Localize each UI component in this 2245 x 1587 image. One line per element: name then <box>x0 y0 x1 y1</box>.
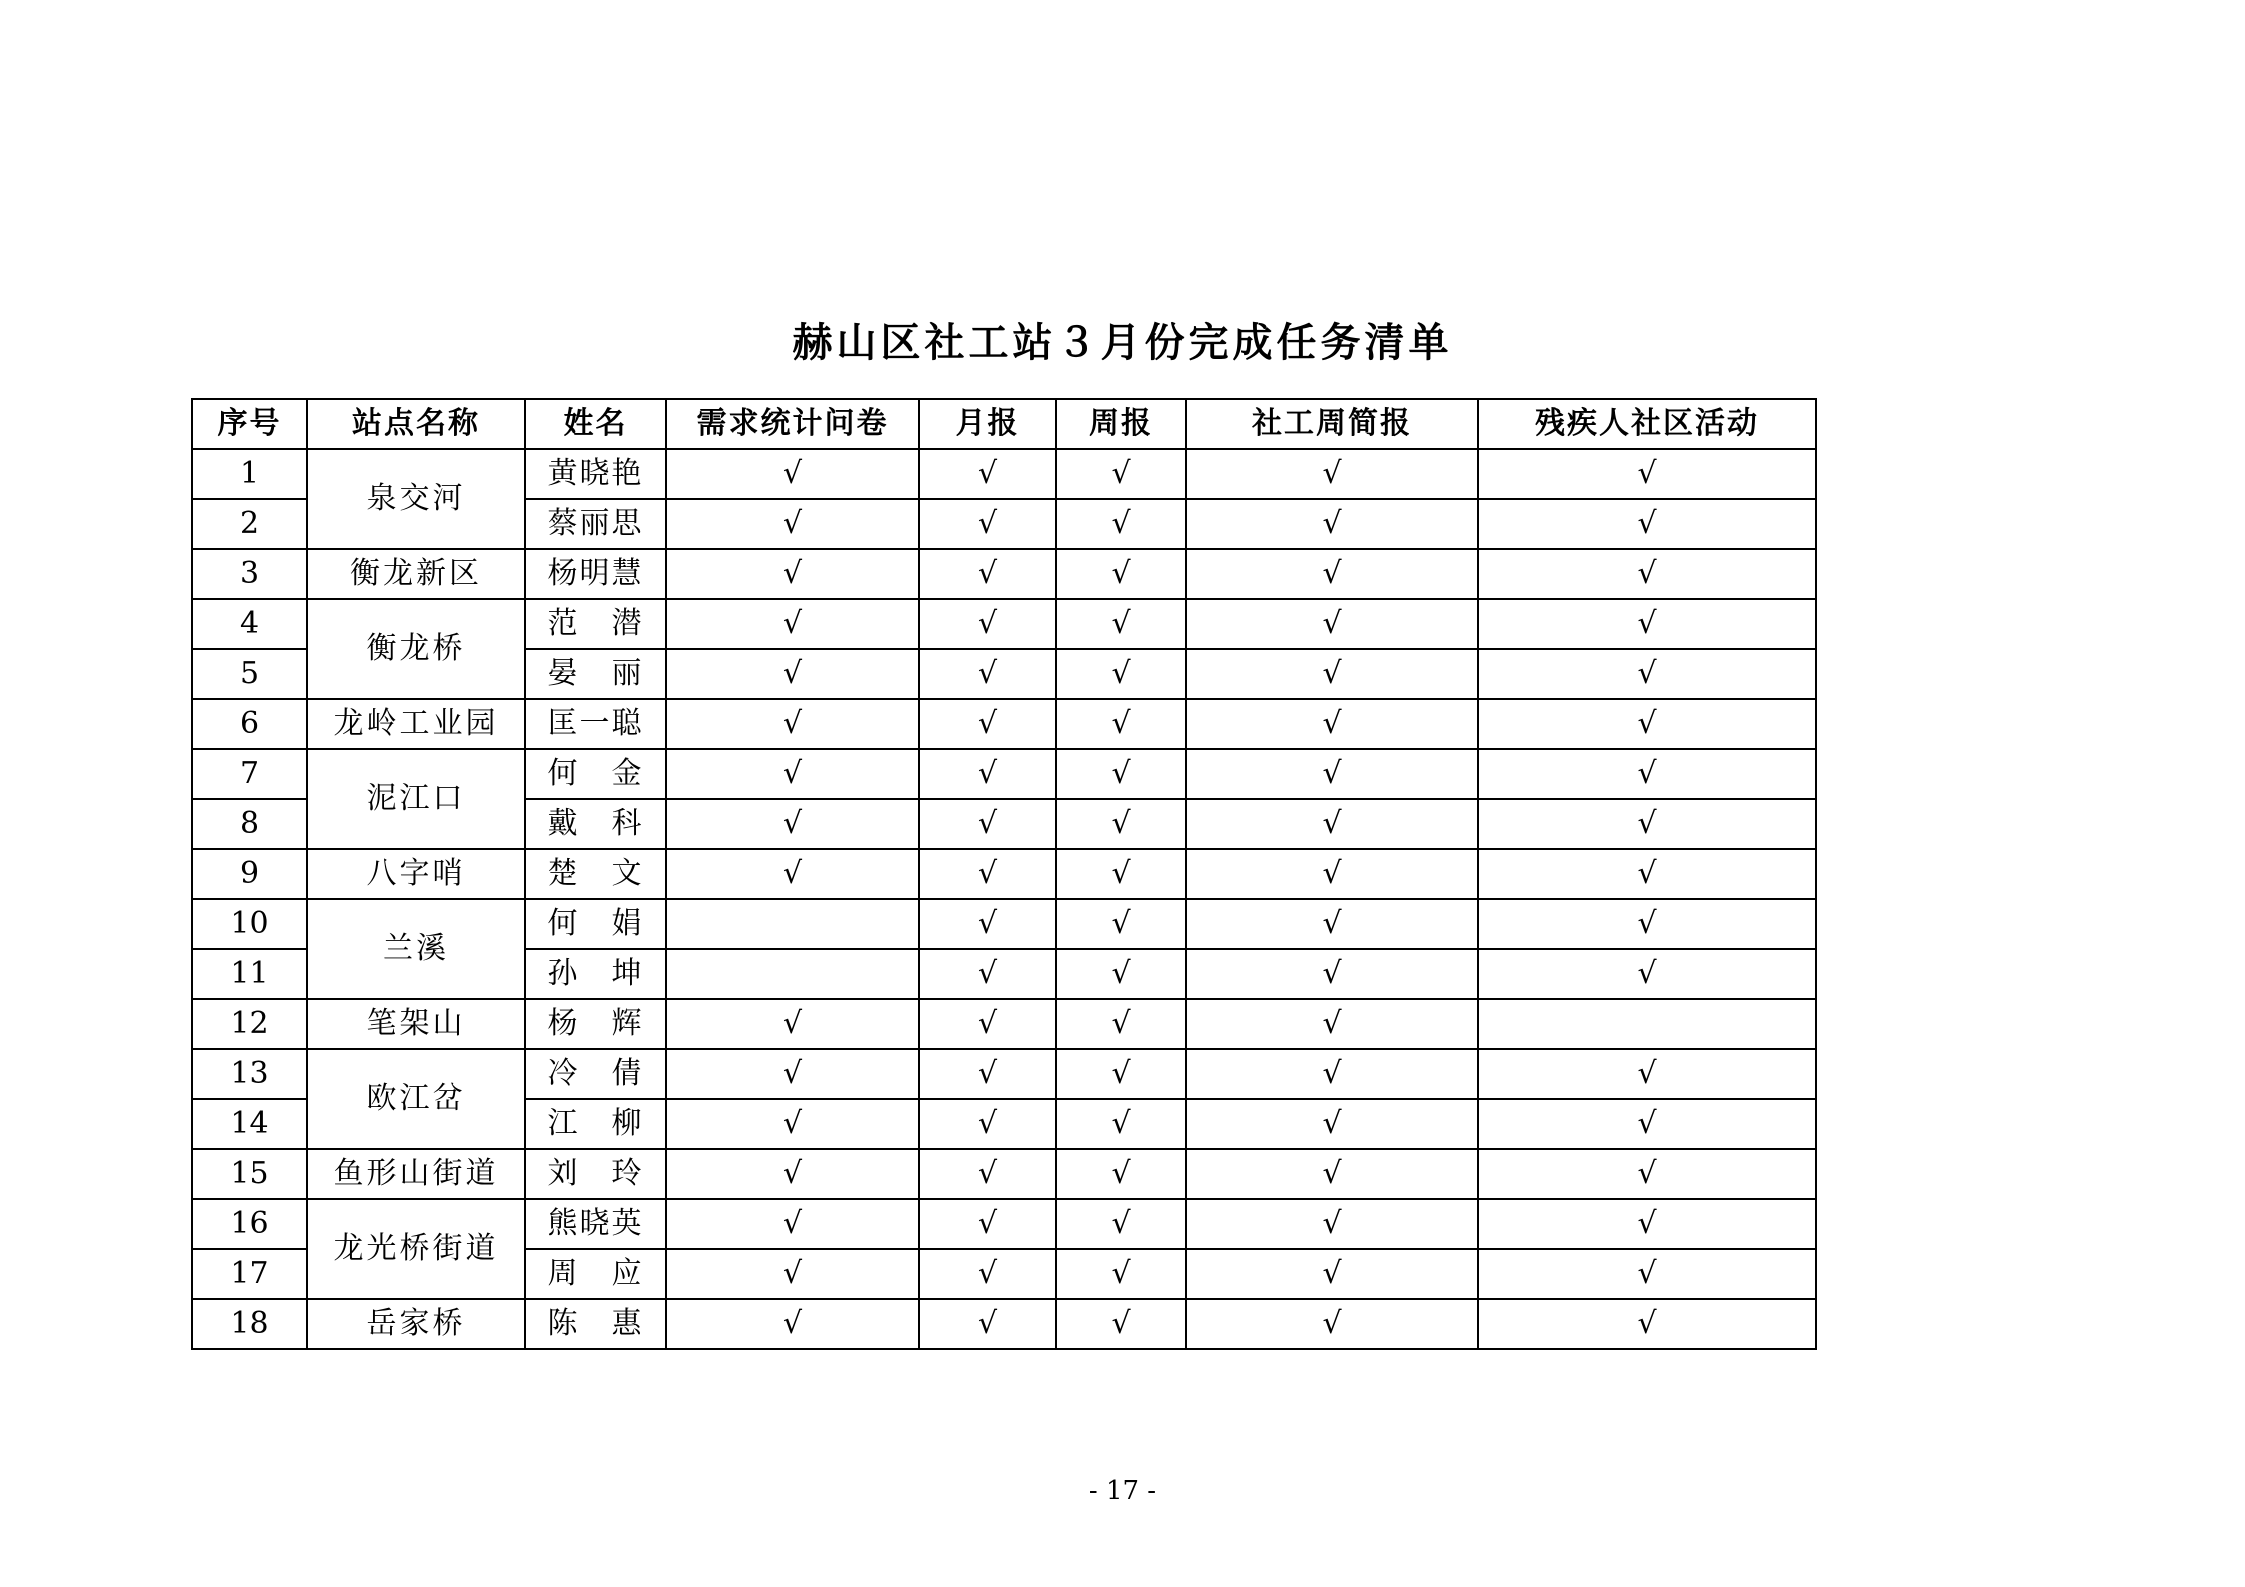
table-row <box>192 749 1816 799</box>
row-survey-check: √ <box>666 1049 919 1099</box>
page-number: - 17 - <box>1088 1476 1157 1506</box>
row-weekly-check: √ <box>1056 1099 1186 1149</box>
row-station: 兰溪 <box>307 899 525 999</box>
table-row <box>192 1199 1816 1249</box>
row-disabled-check: √ <box>1478 899 1816 949</box>
row-weekly-check: √ <box>1056 1149 1186 1199</box>
row-survey-check: √ <box>666 599 919 649</box>
row-disabled-check: √ <box>1478 1049 1816 1099</box>
row-survey-check: √ <box>666 1299 919 1349</box>
row-brief-check: √ <box>1186 899 1478 949</box>
table-row <box>192 1299 1816 1349</box>
table-row <box>192 1049 1816 1099</box>
row-person-name: 匡一聪 <box>525 699 666 749</box>
row-person-name: 熊晓英 <box>525 1199 666 1249</box>
row-brief-check: √ <box>1186 1249 1478 1299</box>
row-survey-check: √ <box>666 649 919 699</box>
row-index: 2 <box>192 499 307 549</box>
row-weekly-check: √ <box>1056 499 1186 549</box>
row-weekly-check: √ <box>1056 799 1186 849</box>
row-station: 泥江口 <box>307 749 525 849</box>
row-person-name: 晏 丽 <box>525 649 666 699</box>
row-station: 岳家桥 <box>307 1299 525 1349</box>
row-disabled-check: √ <box>1478 499 1816 549</box>
row-index: 5 <box>192 649 307 699</box>
row-weekly-check: √ <box>1056 449 1186 499</box>
row-weekly-check: √ <box>1056 899 1186 949</box>
row-index: 8 <box>192 799 307 849</box>
row-brief-check: √ <box>1186 1149 1478 1199</box>
header-monthly: 月报 <box>919 399 1056 449</box>
row-index: 10 <box>192 899 307 949</box>
row-brief-check: √ <box>1186 999 1478 1049</box>
row-person-name: 冷 倩 <box>525 1049 666 1099</box>
header-disabled-activity: 残疾人社区活动 <box>1478 399 1816 449</box>
row-person-name: 蔡丽思 <box>525 499 666 549</box>
row-survey-check: √ <box>666 699 919 749</box>
row-brief-check: √ <box>1186 1049 1478 1099</box>
row-person-name: 范 潜 <box>525 599 666 649</box>
row-person-name: 杨明慧 <box>525 549 666 599</box>
row-person-name: 楚 文 <box>525 849 666 899</box>
row-station: 鱼形山街道 <box>307 1149 525 1199</box>
row-index: 9 <box>192 849 307 899</box>
row-disabled-check: √ <box>1478 849 1816 899</box>
row-survey-check: √ <box>666 549 919 599</box>
row-monthly-check: √ <box>919 1149 1056 1199</box>
row-weekly-check: √ <box>1056 1299 1186 1349</box>
task-table <box>191 398 1817 1350</box>
row-survey-check: √ <box>666 799 919 849</box>
row-station: 八字哨 <box>307 849 525 899</box>
row-brief-check: √ <box>1186 699 1478 749</box>
row-index: 18 <box>192 1299 307 1349</box>
row-station: 泉交河 <box>307 449 525 549</box>
row-person-name: 杨 辉 <box>525 999 666 1049</box>
row-weekly-check: √ <box>1056 999 1186 1049</box>
row-weekly-check: √ <box>1056 699 1186 749</box>
row-index: 13 <box>192 1049 307 1099</box>
row-person-name: 陈 惠 <box>525 1299 666 1349</box>
row-brief-check: √ <box>1186 1099 1478 1149</box>
row-station: 龙光桥街道 <box>307 1199 525 1299</box>
document-title: 赫山区社工站３月份完成任务清单 <box>792 320 1453 366</box>
row-monthly-check: √ <box>919 649 1056 699</box>
row-survey-check: √ <box>666 449 919 499</box>
row-monthly-check: √ <box>919 549 1056 599</box>
row-disabled-check: √ <box>1478 549 1816 599</box>
row-index: 16 <box>192 1199 307 1249</box>
row-monthly-check: √ <box>919 699 1056 749</box>
row-brief-check: √ <box>1186 949 1478 999</box>
header-index: 序号 <box>192 399 307 449</box>
row-index: 3 <box>192 549 307 599</box>
row-brief-check: √ <box>1186 799 1478 849</box>
table-row <box>192 849 1816 899</box>
row-monthly-check: √ <box>919 449 1056 499</box>
row-weekly-check: √ <box>1056 1249 1186 1299</box>
row-person-name: 何 娟 <box>525 899 666 949</box>
row-disabled-check: √ <box>1478 1149 1816 1199</box>
row-survey-check: √ <box>666 999 919 1049</box>
row-disabled-check: √ <box>1478 749 1816 799</box>
row-station: 衡龙桥 <box>307 599 525 699</box>
row-monthly-check: √ <box>919 1049 1056 1099</box>
table-row <box>192 1149 1816 1199</box>
row-disabled-check: √ <box>1478 699 1816 749</box>
row-monthly-check: √ <box>919 1199 1056 1249</box>
table-body <box>192 449 1816 1349</box>
row-station: 龙岭工业园 <box>307 699 525 749</box>
row-disabled-check: √ <box>1478 1099 1816 1149</box>
row-index: 15 <box>192 1149 307 1199</box>
row-monthly-check: √ <box>919 1099 1056 1149</box>
row-brief-check: √ <box>1186 849 1478 899</box>
row-brief-check: √ <box>1186 1199 1478 1249</box>
row-weekly-check: √ <box>1056 599 1186 649</box>
row-index: 11 <box>192 949 307 999</box>
row-brief-check: √ <box>1186 749 1478 799</box>
row-survey-check <box>666 949 919 999</box>
row-survey-check: √ <box>666 1149 919 1199</box>
row-person-name: 孙 坤 <box>525 949 666 999</box>
row-monthly-check: √ <box>919 999 1056 1049</box>
row-weekly-check: √ <box>1056 849 1186 899</box>
row-survey-check: √ <box>666 1199 919 1249</box>
header-name: 姓名 <box>525 399 666 449</box>
table-row <box>192 549 1816 599</box>
row-index: 7 <box>192 749 307 799</box>
row-monthly-check: √ <box>919 899 1056 949</box>
row-survey-check: √ <box>666 1249 919 1299</box>
row-disabled-check <box>1478 999 1816 1049</box>
row-person-name: 何 金 <box>525 749 666 799</box>
row-survey-check <box>666 899 919 949</box>
row-disabled-check: √ <box>1478 649 1816 699</box>
row-person-name: 刘 玲 <box>525 1149 666 1199</box>
row-person-name: 戴 科 <box>525 799 666 849</box>
row-monthly-check: √ <box>919 1249 1056 1299</box>
table-row <box>192 999 1816 1049</box>
table-header-row <box>192 399 1816 449</box>
row-disabled-check: √ <box>1478 949 1816 999</box>
row-monthly-check: √ <box>919 1299 1056 1349</box>
row-disabled-check: √ <box>1478 1299 1816 1349</box>
row-person-name: 周 应 <box>525 1249 666 1299</box>
row-brief-check: √ <box>1186 549 1478 599</box>
header-station: 站点名称 <box>307 399 525 449</box>
row-disabled-check: √ <box>1478 599 1816 649</box>
row-monthly-check: √ <box>919 799 1056 849</box>
row-monthly-check: √ <box>919 499 1056 549</box>
header-brief: 社工周简报 <box>1186 399 1478 449</box>
row-disabled-check: √ <box>1478 799 1816 849</box>
row-index: 14 <box>192 1099 307 1149</box>
row-weekly-check: √ <box>1056 649 1186 699</box>
row-index: 1 <box>192 449 307 499</box>
row-survey-check: √ <box>666 499 919 549</box>
table-row <box>192 699 1816 749</box>
row-weekly-check: √ <box>1056 949 1186 999</box>
row-station: 欧江岔 <box>307 1049 525 1149</box>
row-monthly-check: √ <box>919 749 1056 799</box>
row-index: 6 <box>192 699 307 749</box>
row-person-name: 江 柳 <box>525 1099 666 1149</box>
row-station: 衡龙新区 <box>307 549 525 599</box>
row-index: 17 <box>192 1249 307 1299</box>
row-brief-check: √ <box>1186 649 1478 699</box>
row-monthly-check: √ <box>919 849 1056 899</box>
row-index: 4 <box>192 599 307 649</box>
row-brief-check: √ <box>1186 599 1478 649</box>
row-survey-check: √ <box>666 1099 919 1149</box>
row-weekly-check: √ <box>1056 749 1186 799</box>
row-monthly-check: √ <box>919 949 1056 999</box>
row-weekly-check: √ <box>1056 1049 1186 1099</box>
header-weekly: 周报 <box>1056 399 1186 449</box>
row-brief-check: √ <box>1186 499 1478 549</box>
row-disabled-check: √ <box>1478 449 1816 499</box>
row-index: 12 <box>192 999 307 1049</box>
row-survey-check: √ <box>666 749 919 799</box>
table-row <box>192 449 1816 499</box>
table-row <box>192 899 1816 949</box>
row-disabled-check: √ <box>1478 1199 1816 1249</box>
row-weekly-check: √ <box>1056 549 1186 599</box>
header-survey: 需求统计问卷 <box>666 399 919 449</box>
row-station: 笔架山 <box>307 999 525 1049</box>
row-disabled-check: √ <box>1478 1249 1816 1299</box>
row-brief-check: √ <box>1186 1299 1478 1349</box>
row-survey-check: √ <box>666 849 919 899</box>
row-monthly-check: √ <box>919 599 1056 649</box>
row-person-name: 黄晓艳 <box>525 449 666 499</box>
row-weekly-check: √ <box>1056 1199 1186 1249</box>
row-brief-check: √ <box>1186 449 1478 499</box>
table-row <box>192 599 1816 649</box>
